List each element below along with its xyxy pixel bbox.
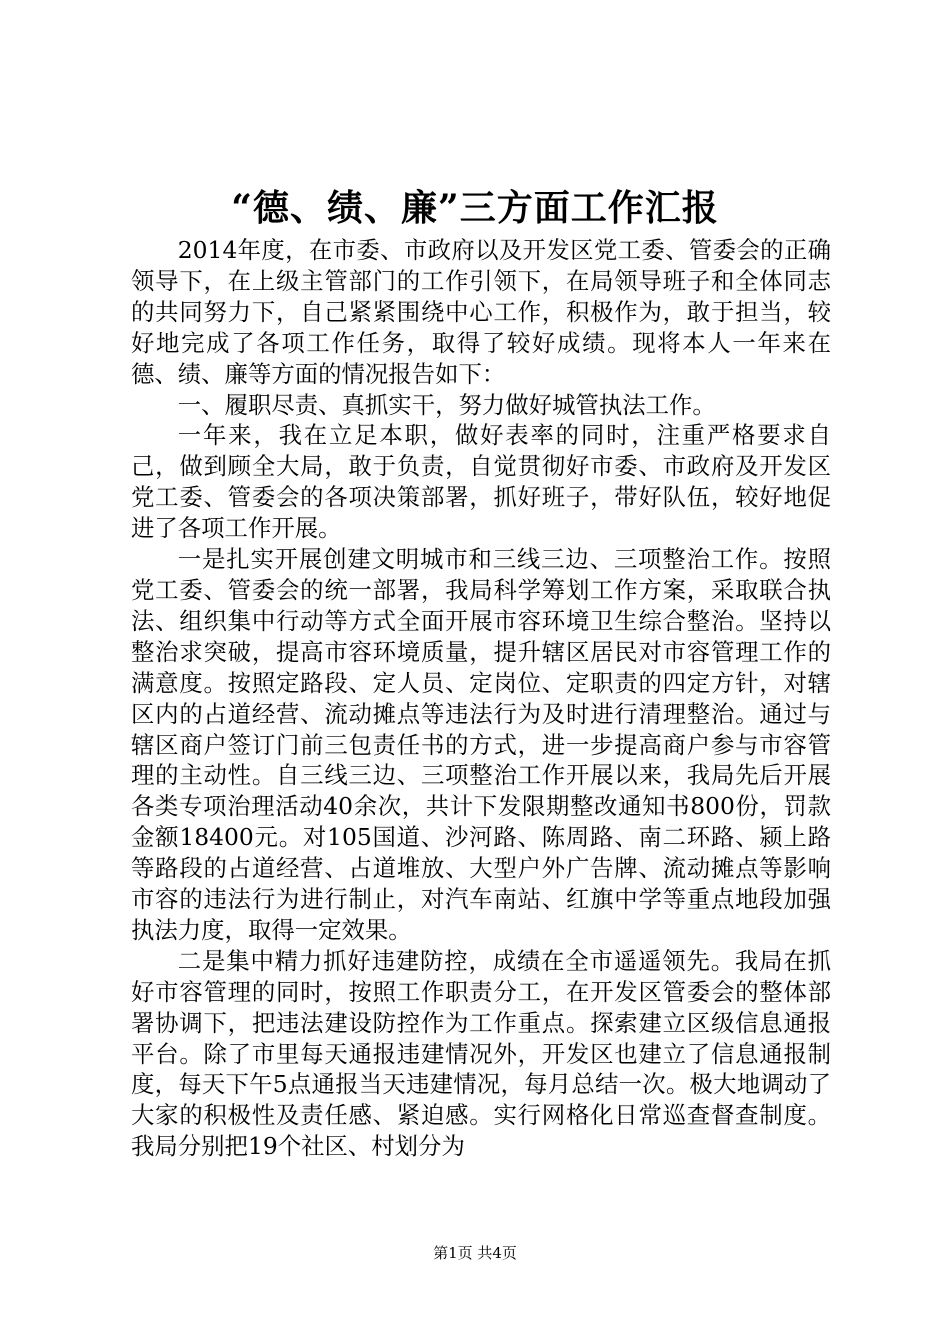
paragraph-section-heading: 一、履职尽责、真抓实干，努力做好城管执法工作。 xyxy=(177,390,716,419)
paragraph-point-one: 一是扎实开展创建文明城市和三线三边、三项整治工作。按照党工委、管委会的统一部署，我局科学筹划工作方案，采取联合执法、组织集中行动等方式全面开展市容环境卫生综合整治。坚持以整治求突破，提高市容环境质量，提升辖区居民对市容管理工作的满意度。按照定路段、定人员、定岗位、定职责的四定方针，对辖区内的占道经营、流动摊点等违法行为及时进行清理整治。通过与辖区商户签订门前三包责任书的方式，进一步提高商户参与市容管理的主动性。自三线三边、三项整治工作开展以来，我局先后开展各类专项治理活动40余次，共计下发限期整改通知书800份，罚款金额18400元。对105国道、沙河路、陈周路、南二环路、颍上路等路段的占道经营、占道堆放、大型户外广告牌、流动摊点等影响市容的违法行为进行制止，对汽车南站、红旗中学等重点地段加强执法力度，取得一定效果。 xyxy=(131,545,831,944)
paragraph-overview: 一年来，我在立足本职，做好表率的同时，注重严格要求自己，做到顾全大局，敢于负责，自觉贯彻好市委、市政府及开发区党工委、管委会的各项决策部署，抓好班子，带好队伍，较好地促进了各项工作开展。 xyxy=(131,421,831,543)
paragraph-intro: 2014年度，在市委、市政府以及开发区党工委、管委会的正确领导下，在上级主管部门的工作引领下，在局领导班子和全体同志的共同努力下，自己紧紧围绕中心工作，积极作为，敢于担当，较好地完成了各项工作任务，取得了较好成绩。现将本人一年来在德、绩、廉等方面的情况报告如下： xyxy=(131,236,831,388)
document-title: “德、绩、廉”三方面工作汇报 xyxy=(231,187,719,229)
page-number-footer: 第1页 共4页 xyxy=(433,1244,517,1262)
paragraph-point-two: 二是集中精力抓好违建防控，成绩在全市遥遥领先。我局在抓好市容管理的同时，按照工作职责分工，在开发区管委会的整体部署协调下，把违法建设防控作为工作重点。探索建立区级信息通报平台。除了市里每天通报违建情况外，开发区也建立了信息通报制度，每天下午5点通报当天违建情况，每月总结一次。极大地调动了大家的积极性及责任感、紧迫感。实行网格化日常巡查督查制度。我局分别把19个社区、村划分为 xyxy=(131,946,831,1161)
document-body xyxy=(131,235,831,1162)
